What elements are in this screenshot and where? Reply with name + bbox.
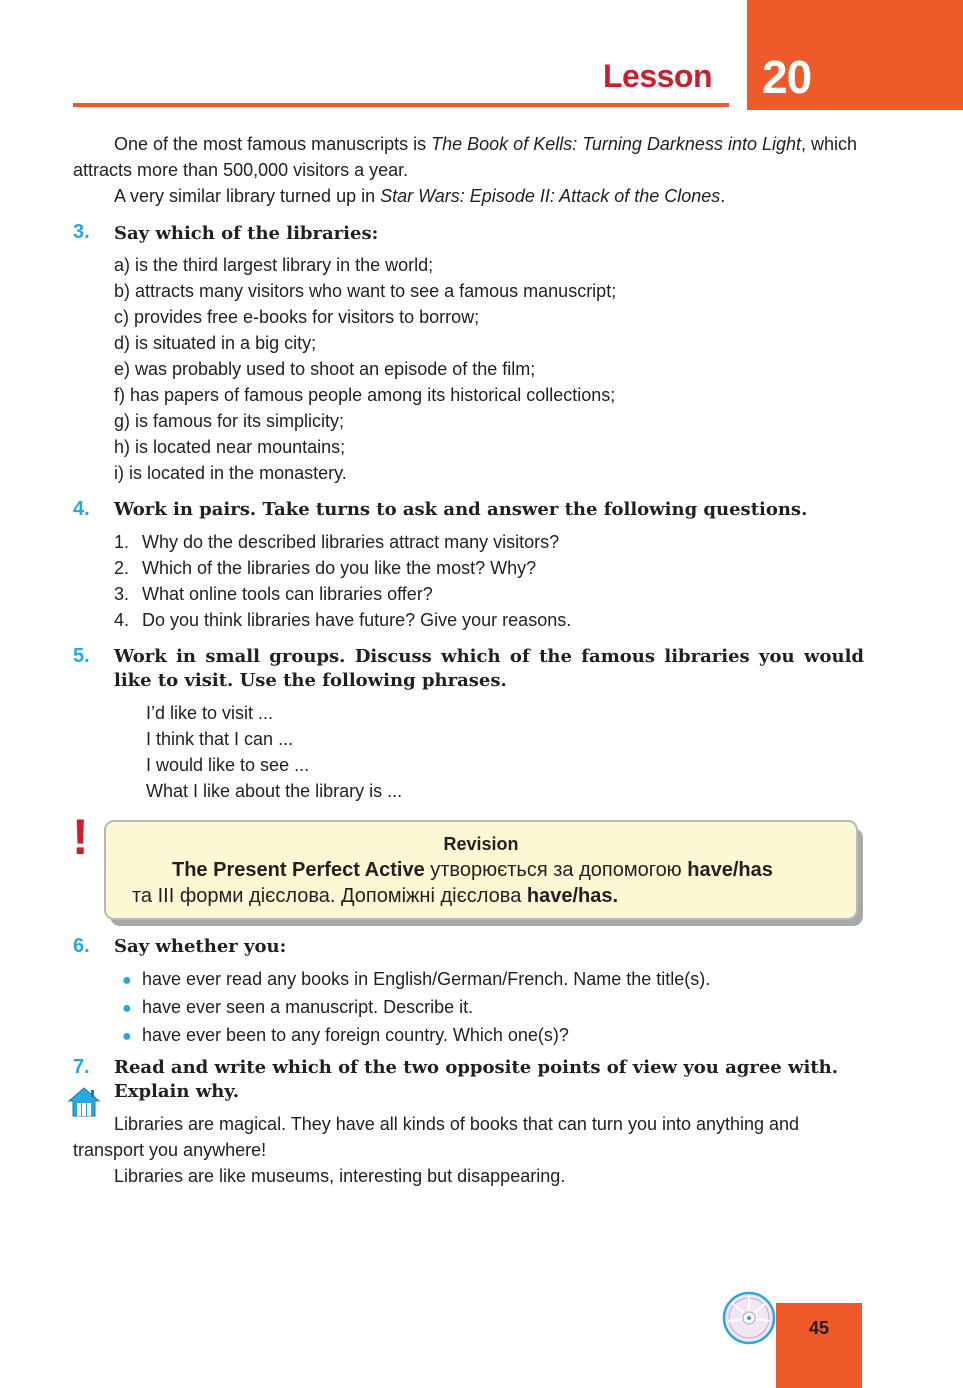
task-7-paragraph-1: Libraries are magical. They have all kinds of books that can turn you into anything and transport you anywhere!: [73, 1114, 800, 1160]
task-3-number: 3.: [73, 221, 90, 243]
list-item: g) is famous for its simplicity;: [114, 411, 345, 431]
task-5-title: Work in small groups. Discuss which of the famous libraries you would like to visit. Use the following phrases.: [114, 646, 864, 691]
revision-title: Revision: [443, 834, 519, 854]
manuscript-title: The Book of Kells: Turning Darkness into Light: [431, 134, 801, 154]
phrase-item: I would like to see ...: [146, 755, 310, 775]
film-title: Star Wars: Episode II: Attack of the Clones: [380, 186, 721, 206]
list-item: i) is located in the monastery.: [114, 463, 347, 483]
task-4-number: 4.: [73, 498, 90, 520]
header-rule: [73, 103, 729, 107]
task-3-list: [114, 252, 874, 486]
intro-paragraph-2: A very similar library turned up in Star Wars: Episode II: Attack of the Clones.: [114, 186, 726, 206]
task-7-paragraph-2: Libraries are like museums, interesting but disappearing.: [114, 1166, 566, 1186]
list-item: 3. What online tools can libraries offer?: [114, 584, 433, 604]
list-item: d) is situated in a big city;: [114, 333, 317, 353]
task-7-number: 7.: [73, 1056, 90, 1078]
task-5-number: 5.: [73, 645, 90, 667]
bullet-icon: ●: [122, 972, 132, 989]
task-6-list: [122, 966, 710, 1050]
list-item: ● have ever read any books in English/German/French. Name the title(s).: [122, 966, 710, 994]
phrase-item: What I like about the library is ...: [146, 781, 403, 801]
task-4-list: [114, 529, 874, 633]
phrase-item: I think that I can ...: [146, 729, 294, 749]
cd-icon: [722, 1291, 776, 1345]
task-6-number: 6.: [73, 935, 90, 957]
phrase-item: I’d like to visit ...: [146, 703, 274, 723]
lesson-number: 20: [762, 51, 812, 103]
task-7-title: Read and write which of the two opposite points of view you agree with. Explain why.: [114, 1057, 838, 1102]
list-item: 4. Do you think libraries have future? Give your reasons.: [114, 610, 572, 630]
page-number: 45: [808, 1318, 830, 1338]
list-item: a) is the third largest library in the world;: [114, 255, 434, 275]
bullet-icon: ●: [122, 1028, 132, 1045]
list-item: ● have ever seen a manuscript. Describe it.: [122, 994, 710, 1022]
task-6-title: Say whether you:: [114, 936, 287, 957]
page-number-box: [776, 1303, 862, 1388]
bullet-icon: ●: [122, 1000, 132, 1017]
list-item: ● have ever been to any foreign country. Which one(s)?: [122, 1022, 710, 1050]
intro-paragraph-1: One of the most famous manuscripts is The Book of Kells: Turning Darkness into Light, which attracts more than 500,000 visitors a year.: [73, 134, 858, 180]
lesson-label: Lesson: [602, 58, 712, 94]
list-item: 2. Which of the libraries do you like the most? Why?: [114, 558, 537, 578]
revision-text: The Present Perfect Active утворюється за допомогою have/has та III форми дієслова. Допоміжні дієслова have/has.: [132, 859, 773, 907]
task-5-phrases: [146, 700, 402, 804]
list-item: b) attracts many visitors who want to see a famous manuscript;: [114, 281, 617, 301]
list-item: 1. Why do the described libraries attract many visitors?: [114, 532, 560, 552]
list-item: e) was probably used to shoot an episode of the film;: [114, 359, 536, 379]
list-item: c) provides free e-books for visitors to borrow;: [114, 307, 480, 327]
task-3-title: Say which of the libraries:: [114, 223, 379, 244]
exclamation-icon: !: [72, 809, 89, 865]
list-item: h) is located near mountains;: [114, 437, 346, 457]
task-4-title: Work in pairs. Take turns to ask and answer the following questions.: [114, 499, 808, 520]
list-item: f) has papers of famous people among its historical collections;: [114, 385, 616, 405]
